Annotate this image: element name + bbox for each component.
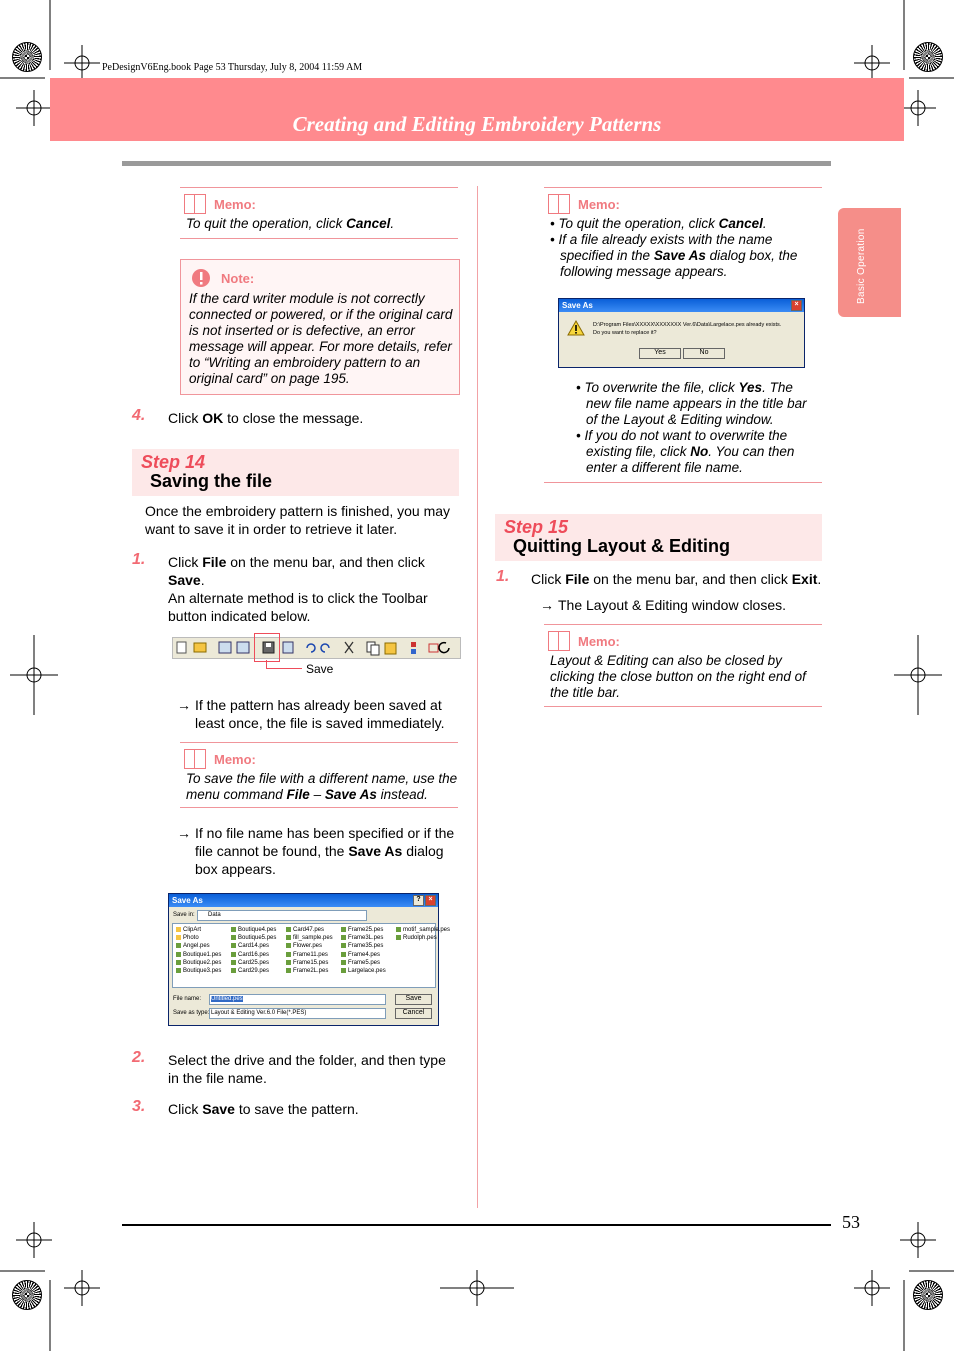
file-name: Boutique2.pes	[183, 959, 222, 966]
callout-line	[266, 660, 267, 668]
file-item	[341, 968, 386, 974]
step-14-number: Step 14	[141, 452, 206, 472]
book-icon	[548, 631, 570, 651]
file-icon	[231, 952, 236, 957]
file-item	[231, 943, 269, 949]
file-icon	[176, 943, 181, 948]
file-icon	[176, 968, 181, 973]
file-icon	[286, 927, 291, 932]
note-text: If the card writer module is not correctly connected or powered, or if the original card is not inserted or is defective, an error message will appear. For more details, refer to “Writing an embroidery pattern to an original card” on page 195.	[189, 291, 453, 386]
save-button-highlight	[254, 633, 280, 662]
step-number: 1.	[132, 551, 146, 568]
close-icon: ×	[425, 895, 436, 906]
file-item	[231, 968, 269, 974]
file-icon	[396, 927, 401, 932]
memo-label: Memo:	[214, 196, 256, 212]
step-number: 3.	[132, 1098, 146, 1115]
file-name: Frame11.pes	[293, 951, 328, 958]
type-label: Save as type:	[173, 1010, 210, 1016]
file-item	[341, 943, 383, 949]
memo-box	[180, 742, 458, 808]
side-tab-label: Basic Operation	[856, 228, 867, 304]
memo-label: Memo:	[578, 196, 620, 212]
file-name: Card16.pes	[238, 951, 270, 958]
file-name: Rudolph.pes	[403, 935, 437, 942]
filename-input	[209, 994, 386, 1005]
file-name: Angel.pes	[183, 943, 210, 950]
file-item	[286, 952, 328, 958]
close-icon: ×	[791, 300, 802, 311]
memo-text: To quit the operation, click Cancel.	[186, 216, 395, 231]
file-icon	[286, 960, 291, 965]
overwrite-bullets: • To overwrite the file, click Yes. The new file name appears in the title bar of the Layout & Editing window. • If you do not want to overwrite the existing file, click No. You can then enter a different file name.	[576, 380, 807, 475]
file-icon	[286, 968, 291, 973]
file-item	[286, 927, 324, 933]
file-item	[341, 952, 380, 958]
help-icon: ?	[413, 895, 424, 906]
message-question: Do you want to replace it?	[593, 330, 657, 336]
cancel-button: Cancel	[395, 1008, 432, 1019]
book-icon	[184, 194, 206, 214]
file-name: Frame5.pes	[348, 959, 381, 966]
step-number: 2.	[132, 1049, 146, 1066]
file-item	[231, 960, 269, 966]
file-icon	[341, 935, 346, 940]
file-item	[176, 952, 221, 958]
message-text: D:\Program Files\XXXXX\XXXXXXX Ver.6\Data\Largelace.pes already exists.	[593, 322, 782, 328]
file-item	[341, 927, 383, 933]
dialog-title: Save As	[172, 896, 203, 905]
memo-text: Layout & Editing can also be closed by clicking the close button on the right end of the title bar.	[550, 653, 806, 700]
file-item	[286, 960, 328, 966]
note-label: Note:	[221, 270, 255, 286]
file-icon	[341, 968, 346, 973]
intro-text: Once the embroidery pattern is finished, you may want to save it in order to retrieve it later.	[145, 503, 451, 537]
save-as-dialog	[168, 893, 451, 1026]
filename-label: File name:	[173, 996, 202, 1002]
toolbar-icons	[173, 638, 460, 658]
file-item	[176, 960, 221, 966]
memo-label: Memo:	[214, 751, 256, 767]
save-button: Save	[395, 994, 432, 1005]
type-select	[209, 1008, 386, 1019]
file-icon	[231, 968, 236, 973]
memo-header	[548, 631, 620, 651]
memo-text: • To quit the operation, click Cancel. • If a file already exists with the name specified in the Save As dialog box, the following message appears.	[550, 216, 798, 279]
file-icon	[341, 927, 346, 932]
result-text: If no file name has been specified or if the file cannot be found, the Save As dialog box appears.	[195, 825, 455, 877]
file-icon	[286, 943, 291, 948]
file-icon	[286, 952, 291, 957]
instruction-text: Click Save to save the pattern.	[168, 1101, 359, 1117]
folder-icon	[176, 927, 181, 932]
file-item	[396, 935, 437, 941]
message-title: Save As	[562, 301, 593, 310]
callout-line-horizontal	[266, 668, 302, 669]
result-text: The Layout & Editing window closes.	[558, 597, 787, 613]
memo-header	[184, 749, 256, 769]
file-name: Card29.pes	[238, 968, 270, 975]
warning-icon	[567, 320, 585, 336]
file-icon	[176, 960, 181, 965]
file-name: ClipArt	[183, 927, 202, 934]
header-rule	[122, 161, 831, 166]
side-tab	[838, 208, 901, 317]
memo-box	[544, 624, 822, 707]
print-info: PeDesignV6Eng.book Page 53 Thursday, July 8, 2004 11:59 AM	[102, 62, 363, 73]
toolbar-caption: Save	[306, 662, 334, 676]
memo-header	[184, 194, 256, 214]
file-icon	[341, 960, 346, 965]
file-list	[172, 923, 451, 988]
file-item	[176, 968, 221, 974]
note-box	[180, 259, 460, 395]
file-icon	[231, 927, 236, 932]
file-name: Card47.pes	[293, 927, 325, 934]
file-name: Frame35.pes	[348, 943, 384, 950]
toolbar-illustration	[172, 637, 461, 659]
file-item	[396, 927, 450, 933]
chapter-title: Creating and Editing Embroidery Patterns	[292, 112, 662, 136]
file-icon	[341, 943, 346, 948]
arrow-icon: →	[540, 597, 554, 613]
type-value: Layout & Editing Ver.6.0 File(*.PES)	[211, 1010, 307, 1016]
file-name: Card25.pes	[238, 959, 270, 966]
save-in-select	[197, 910, 367, 921]
file-item	[176, 935, 199, 941]
arrow-icon: →	[177, 825, 191, 841]
step-15-title: Quitting Layout & Editing	[513, 536, 730, 556]
filename-value: Untitled.pes	[211, 996, 243, 1002]
save-in-label: Save in:	[173, 912, 195, 918]
column-divider	[477, 186, 478, 1208]
step-number: 1.	[496, 568, 510, 585]
step-15-header	[495, 514, 822, 561]
file-name: Frame25.pes	[348, 927, 384, 934]
instruction-text: Click File on the menu bar, and then click Save. An alternate method is to click the Toolbar button indicated below.	[168, 554, 428, 624]
step-14-header	[132, 449, 459, 496]
save-in-value: Data	[208, 912, 221, 918]
file-name: Boutique1.pes	[183, 951, 222, 958]
instruction-text: Click File on the menu bar, and then click Exit.	[531, 571, 822, 587]
file-name: Card14.pes	[238, 943, 270, 950]
file-name: Flower.pes	[293, 943, 323, 950]
file-icon	[176, 952, 181, 957]
memo-label: Memo:	[578, 633, 620, 649]
no-button: No	[683, 348, 725, 359]
memo-header	[548, 194, 620, 214]
file-icon	[286, 935, 291, 940]
memo-box	[544, 187, 822, 288]
message-title-bar	[559, 299, 804, 312]
page-number: 53	[842, 1212, 860, 1232]
warning-icon	[189, 268, 213, 288]
file-icon	[231, 943, 236, 948]
instruction-text: Select the drive and the folder, and then type in the file name.	[168, 1052, 446, 1086]
file-item	[286, 935, 333, 941]
file-item	[231, 927, 276, 933]
file-name: Boutique5.pes	[238, 935, 277, 942]
result-text: If the pattern has already been saved at least once, the file is saved immediately.	[195, 697, 445, 731]
file-name: Boutique3.pes	[183, 968, 222, 975]
note-header	[189, 268, 254, 288]
file-item	[341, 935, 383, 941]
file-item	[286, 943, 322, 949]
overwrite-message-box	[558, 298, 805, 368]
file-name: Frame15.pes	[293, 959, 329, 966]
file-item	[176, 943, 210, 949]
step-14-title: Saving the file	[150, 471, 273, 491]
file-name: Boutique4.pes	[238, 927, 277, 934]
file-item	[176, 927, 201, 933]
chapter-banner	[50, 78, 904, 141]
file-icon	[231, 960, 236, 965]
file-name: Frame2L.pes	[293, 968, 329, 975]
file-name: Largelace.pes	[348, 968, 386, 975]
step-15-number: Step 15	[504, 517, 569, 537]
step-number: 4.	[132, 407, 146, 424]
memo-text: To save the file with a different name, use the menu command File – Save As instead.	[186, 771, 458, 802]
file-name: Frame4.pes	[348, 951, 381, 958]
memo-box	[180, 187, 458, 239]
yes-button: Yes	[639, 348, 681, 359]
file-icon	[341, 952, 346, 957]
file-icon	[231, 935, 236, 940]
file-item	[231, 935, 276, 941]
file-name: motif_sample.pes	[403, 927, 451, 934]
instruction-text: Click OK to close the message.	[168, 410, 364, 426]
file-name: Frame3L.pes	[348, 935, 384, 942]
dialog-title-bar	[169, 894, 438, 907]
file-name: Photo	[183, 935, 199, 942]
folder-icon	[176, 935, 181, 940]
arrow-icon: →	[177, 697, 191, 713]
footer-rule	[122, 1224, 831, 1226]
file-item	[286, 968, 328, 974]
file-name: fill_sample.pes	[293, 935, 333, 942]
file-icon	[396, 935, 401, 940]
file-item	[341, 960, 380, 966]
book-icon	[548, 194, 570, 214]
book-icon	[184, 749, 206, 769]
file-item	[231, 952, 269, 958]
memo-bottom-rule	[544, 482, 822, 483]
